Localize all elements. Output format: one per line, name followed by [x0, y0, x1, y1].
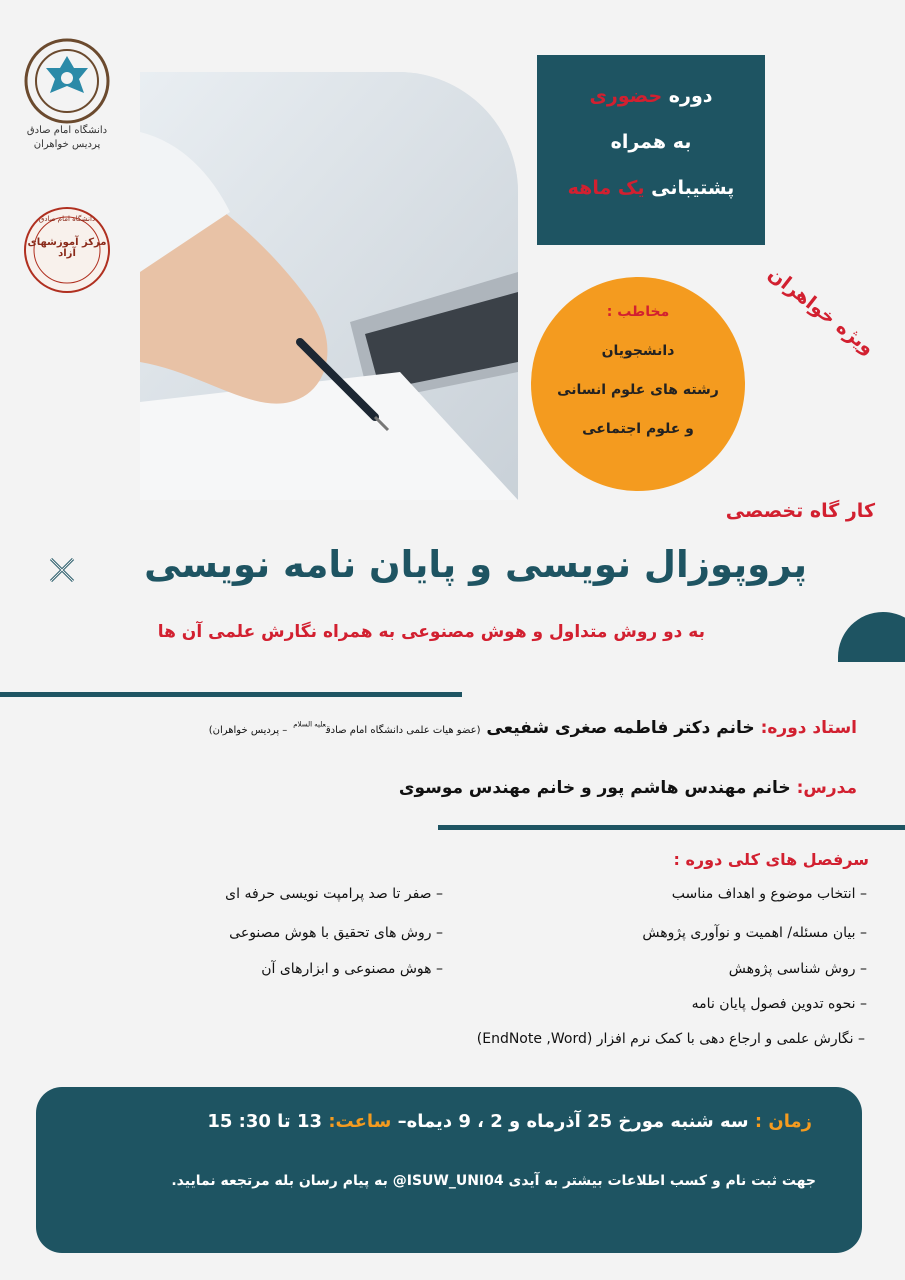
time-dates: سه شنبه مورخ 25 آذرماه و 2 ، 9 دیماه– — [397, 1111, 749, 1132]
schedule-box — [36, 1087, 862, 1253]
promo-line3-b: یک ماهه — [567, 177, 645, 199]
list-item: – نحوه تدوین فصول پایان نامه — [691, 996, 867, 1012]
university-emblem-icon — [24, 38, 110, 124]
instructor-note-b: – پردیس خواهران) — [208, 725, 288, 736]
time-hours: 13 تا 30: 15 — [207, 1111, 323, 1132]
close-x-icon — [48, 556, 76, 584]
center-logo — [22, 205, 112, 295]
university-caption-2: پردیس خواهران — [33, 139, 101, 150]
list-item: – نگارش علمی و ارجاع دهی با کمک نرم افزار (EndNote ,Word) — [476, 1031, 865, 1047]
page-title: پروپوزال نویسی و پایان نامه نویسی — [144, 543, 807, 586]
center-logo-text: مرکز آموزشهای آزاد — [27, 237, 107, 259]
list-item: – صفر تا صد پرامپت نویسی حرفه ای — [225, 886, 443, 902]
audience-circle — [531, 277, 745, 491]
list-item: – بیان مسئله/ اهمیت و نوآوری پژوهش — [642, 925, 867, 941]
teachers-label: مدرس: — [796, 778, 857, 798]
promo-line1-a: دوره — [668, 85, 713, 107]
instructor-note-sup: علیه السلام — [293, 720, 326, 729]
list-item: – هوش مصنوعی و ابزارهای آن — [261, 961, 443, 977]
list-item: – انتخاب موضوع و اهداف مناسب — [671, 886, 867, 902]
promo-line1-b: حضوری — [589, 85, 663, 107]
promo-line2: به همراه — [610, 131, 692, 153]
hour-label: ساعت: — [328, 1111, 392, 1132]
syllabus-title: سرفصل های کلی دوره : — [673, 850, 869, 869]
hero-photo — [140, 72, 518, 500]
teachers-names: خانم مهندس هاشم پور و خانم مهندس موسوی — [398, 778, 791, 798]
university-logo — [22, 38, 112, 152]
registration-info: جهت ثبت نام و کسب اطلاعات بیشتر به آیدی ISUW_UNI04@ به پیام رسان بله مرتجعه نمایید. — [171, 1173, 816, 1189]
audience-line3: و علوم اجتماعی — [582, 421, 694, 437]
subtitle: به دو روش متداول و هوش مصنوعی به همراه نگارش علمی آن ها — [157, 622, 705, 642]
audience-line1: دانشجویان — [601, 343, 675, 359]
workshop-label: کار گاه تخصصی — [725, 500, 875, 522]
schedule-time — [207, 1111, 812, 1132]
center-logo-ring: دانشگاه امام صادق — [38, 215, 96, 223]
instructor-note-a: (عضو هیات علمی دانشگاه امام صادق — [325, 725, 481, 736]
divider-2 — [438, 825, 905, 830]
time-label: زمان : — [754, 1111, 812, 1132]
promo-box — [537, 55, 765, 245]
list-item: – روش شناسی پژوهش — [728, 961, 867, 977]
instructor-row — [209, 718, 857, 738]
audience-label: مخاطب : — [606, 304, 670, 320]
divider-1 — [0, 692, 462, 697]
list-item: – روش های تحقیق با هوش مصنوعی — [229, 925, 443, 941]
audience-line2: رشته های علوم انسانی — [557, 382, 719, 398]
promo-line3-a: پشتیبانی — [651, 177, 735, 199]
decor-blob — [838, 612, 905, 662]
instructor-name: خانم دکتر فاطمه صغری شفیعی — [486, 718, 755, 738]
teachers-row — [399, 778, 857, 798]
special-label: ویژه خواهران — [763, 262, 879, 360]
university-caption-1: دانشگاه امام صادق — [26, 125, 108, 136]
instructor-label: استاد دوره: — [760, 718, 857, 738]
